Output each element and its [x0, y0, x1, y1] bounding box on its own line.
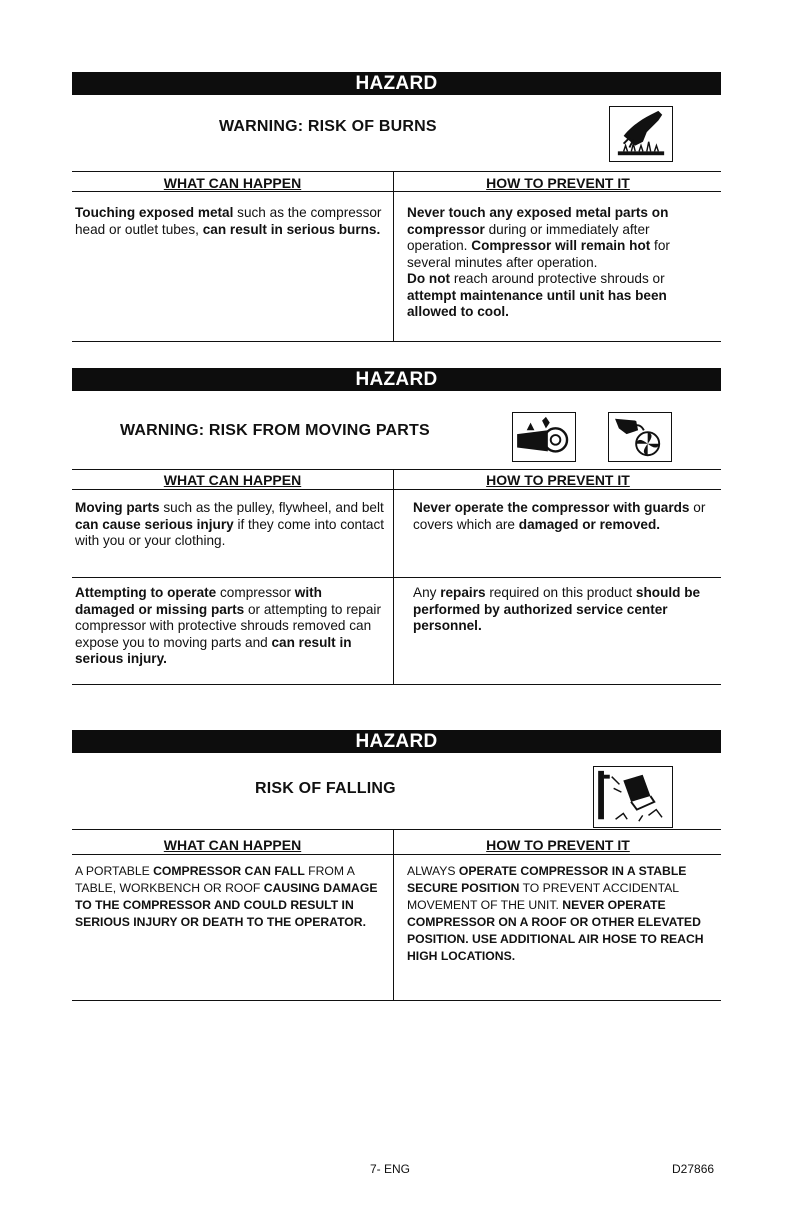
col-header-how-to-prevent: HOW TO PREVENT IT [486, 837, 630, 853]
rotating-fan-hand-icon [608, 412, 672, 462]
table-top-rule [72, 469, 721, 470]
cell-text: attempt maintenance until unit has been allowed to cool. [407, 287, 667, 319]
how-to-prevent-cell [407, 863, 715, 965]
cell-text: required on this product [485, 585, 636, 600]
cell-text: can result in serious injury. [75, 634, 352, 666]
how-to-prevent-cell [413, 500, 713, 533]
cell-text: CAUSING DAMAGE TO THE COMPRESSOR AND COULD RESULT IN SERIOUS INJURY OR DEATH TO THE OPERATOR. [75, 881, 378, 929]
warning-title: RISK OF FALLING [255, 780, 396, 797]
how-to-prevent-cell [413, 585, 713, 635]
col-header-how-to-prevent: HOW TO PREVENT IT [486, 472, 630, 488]
hazard-banner: HAZARD [72, 72, 721, 95]
cell-text: or attempting to repair compressor with protective shrouds removed can expose you to moving parts and [75, 601, 381, 650]
cell-text: Touching exposed metal [75, 205, 234, 220]
warning-title: WARNING: RISK OF BURNS [219, 118, 437, 135]
cell-text: Moving parts [75, 500, 160, 515]
hot-surface-burn-icon [609, 106, 673, 162]
table-row-rule [72, 577, 721, 578]
cell-text: ALWAYS [407, 864, 459, 878]
warning-title: WARNING: RISK FROM MOVING PARTS [120, 422, 430, 439]
cell-text: repairs [440, 585, 486, 600]
cell-text: FROM A TABLE, WORKBENCH OR ROOF [75, 864, 355, 895]
table-header-rule [72, 191, 721, 192]
cell-text: Attempting to operate [75, 585, 217, 600]
cell-text: compressor [216, 585, 295, 600]
what-can-happen-cell [75, 500, 385, 550]
cell-text: OPERATE COMPRESSOR IN A STABLE SECURE POSITION [407, 864, 687, 895]
cell-text: during or immediately after operation. [407, 221, 650, 253]
falling-object-icon [593, 766, 673, 828]
table-bottom-rule [72, 684, 721, 685]
cell-text: Do not [407, 271, 451, 286]
document-code: D27866 [672, 1162, 715, 1176]
cell-text: NEVER OPERATE COMPRESSOR ON A ROOF OR OTHER ELEVATED POSITION. USE ADDITIONAL AIR HOSE TO REACH HIGH LOCATIONS. [407, 898, 704, 963]
cell-text: reach around protective shrouds or [450, 271, 665, 286]
cell-text: such as the pulley, flywheel, and belt [159, 500, 384, 515]
table-bottom-rule [72, 341, 721, 342]
cell-text: can result in serious burns. [202, 221, 381, 237]
cell-text: Never touch any exposed metal parts on compressor [407, 205, 669, 237]
cell-text: TO PREVENT ACCIDENTAL MOVEMENT OF THE UNIT. [407, 881, 679, 912]
cell-text: can cause serious injury [75, 516, 234, 532]
cell-text: with damaged or missing parts [75, 585, 322, 617]
what-can-happen-cell [75, 205, 385, 238]
table-bottom-rule [72, 1000, 721, 1001]
what-can-happen-cell [75, 863, 381, 931]
cell-text: or covers which are [413, 500, 706, 532]
cell-text: A PORTABLE [75, 864, 154, 878]
table-column-divider [393, 171, 394, 342]
how-to-prevent-cell [407, 205, 713, 321]
what-can-happen-cell [75, 585, 385, 668]
table-top-rule [72, 171, 721, 172]
col-header-how-to-prevent: HOW TO PREVENT IT [486, 175, 630, 191]
cell-text: should be performed by authorized service center personnel. [413, 585, 701, 633]
cell-text: damaged or removed. [518, 516, 661, 532]
table-column-divider [393, 829, 394, 1001]
cell-text: if they come into contact with you or your clothing. [75, 516, 385, 548]
cell-text: for several minutes after operation. [407, 238, 670, 270]
cell-text: Compressor will remain hot [471, 238, 651, 253]
page-number: 7- ENG [370, 1162, 411, 1176]
cell-text: such as the compressor head or outlet tubes, [75, 205, 382, 237]
table-header-rule [72, 854, 721, 855]
cell-text: Any [413, 585, 441, 600]
table-top-rule [72, 829, 721, 830]
hazard-banner: HAZARD [72, 730, 721, 753]
col-header-what-can-happen: WHAT CAN HAPPEN [163, 472, 302, 488]
col-header-what-can-happen: WHAT CAN HAPPEN [163, 837, 302, 853]
col-header-what-can-happen: WHAT CAN HAPPEN [163, 175, 302, 191]
hand-entanglement-belt-icon [512, 412, 576, 462]
table-header-rule [72, 489, 721, 490]
cell-text: COMPRESSOR CAN FALL [153, 864, 305, 878]
hazard-banner: HAZARD [72, 368, 721, 391]
cell-text: Never operate the compressor with guards [413, 500, 690, 515]
